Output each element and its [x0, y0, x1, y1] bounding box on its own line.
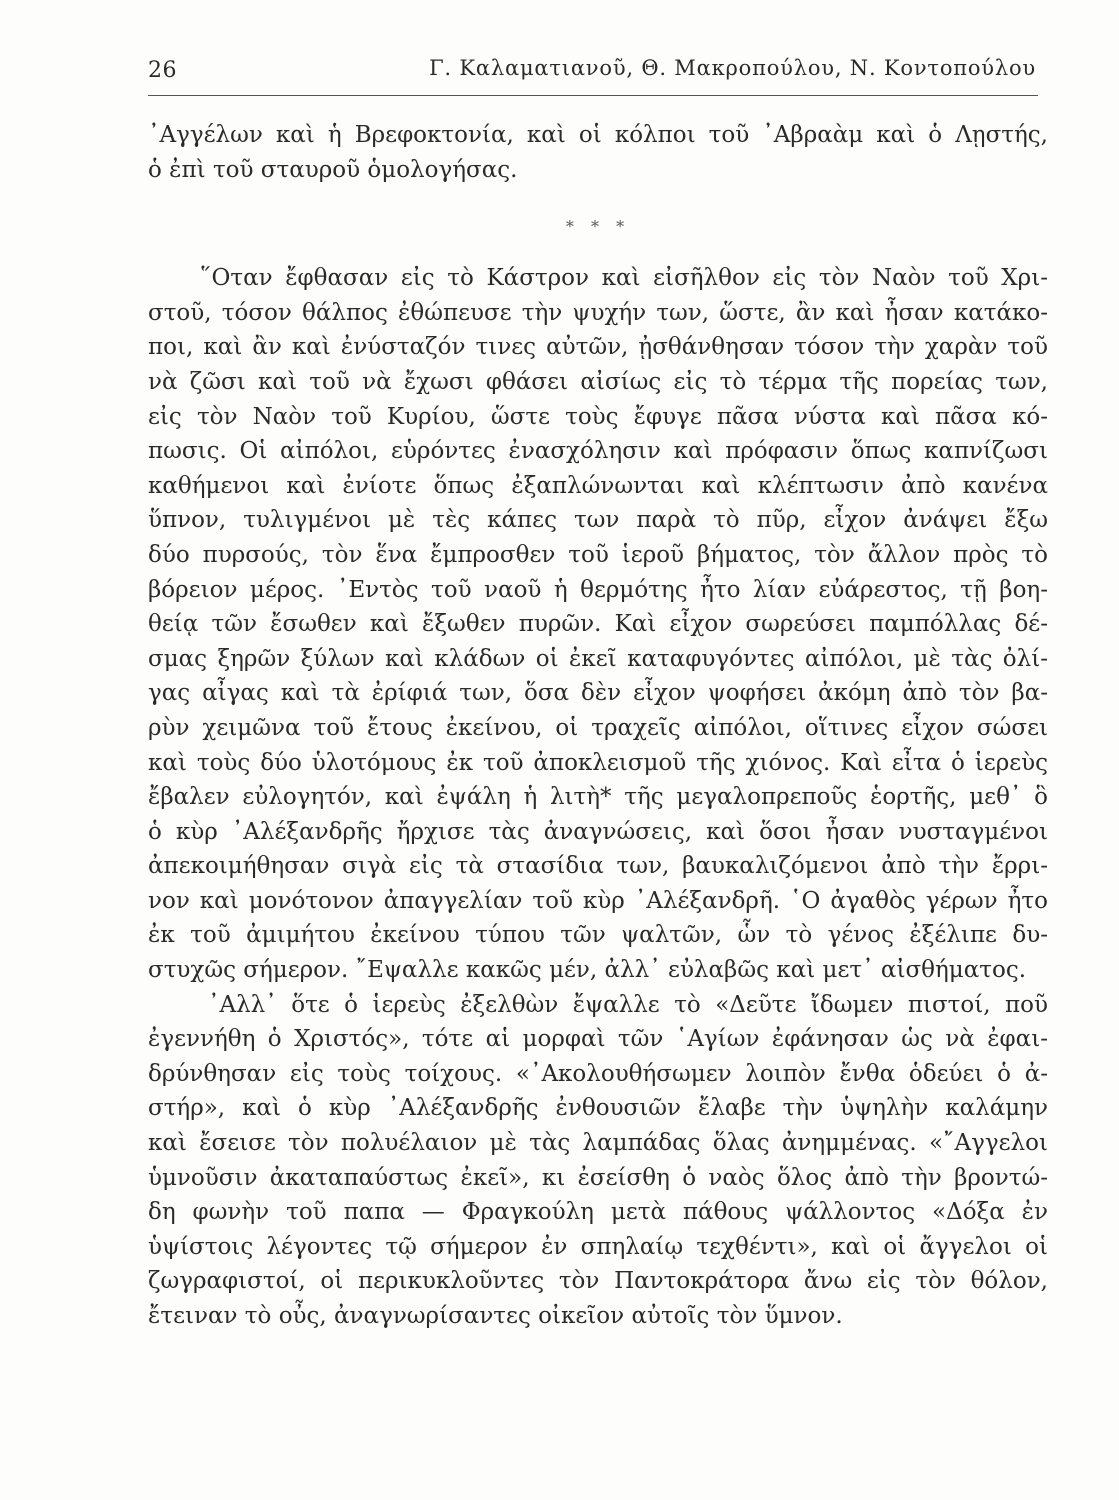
text-line: ζωγραφιστοί, οἱ περικυκλοῦντες τὸν Παντοκράτορα ἄνω εἰς τὸν θόλον,	[148, 1268, 1048, 1295]
text-line: πωσις. Οἱ αἰπόλοι, εὑρόντες ἐνασχόλησιν καὶ πρόφασιν ὅπως καπνίζωσι	[148, 438, 1048, 465]
paragraph	[148, 261, 1048, 987]
text-line: εἰς τὸν Ναὸν τοῦ Κυρίου, ὥστε τοὺς ἔφυγε πᾶσα νύστα καὶ πᾶσα κό-	[148, 403, 1048, 430]
page-header	[148, 52, 1036, 86]
text-line: σμας ξηρῶν ξύλων καὶ κλάδων οἱ ἐκεῖ καταφυγόντες αἰπόλοι, μὲ τὰς ὀλί-	[148, 645, 1048, 672]
text-line: ῞Οταν ἔφθασαν εἰς τὸ Κάστρον καὶ εἰσῆλθον εἰς τὸν Ναὸν τοῦ Χρι-	[200, 265, 1048, 292]
text-line: βόρειον μέρος. ᾿Εντὸς τοῦ ναοῦ ἡ θερμότης ἦτο λίαν εὐάρεστος, τῇ βοη-	[148, 576, 1048, 603]
text-line: ἔτειναν τὸ οὖς, ἀναγνωρίσαντες οἰκεῖον αὐτοῖς τὸν ὕμνον.	[148, 1303, 843, 1329]
text-line: ὑμνοῦσιν ἀκαταπαύστως ἐκεῖ», κι ἐσείσθη ὁ ναὸς ὅλος ἀπὸ τὴν βροντώ-	[148, 1164, 1048, 1191]
text-line: καθήμενοι καὶ ἐνίοτε ὅπως ἐξαπλώνωνται καὶ κλέπτωσιν ἀπὸ κανένα	[148, 472, 1048, 499]
text-line: δη φωνὴν τοῦ παπα — Φραγκούλη μετὰ πάθους ψάλλοντος «Δόξα ἐν	[148, 1199, 1048, 1226]
text-line: δύο πυρσούς, τὸν ἕνα ἔμπροσθεν τοῦ ἱεροῦ βήματος, τὸν ἄλλον πρὸς τὸ	[148, 541, 1048, 568]
header-rule	[148, 95, 1038, 96]
text-line: ὑψίστοις λέγοντες τῷ σήμερον ἐν σπηλαίῳ τεχθέντι», καὶ οἱ ἄγγελοι οἱ	[148, 1233, 1048, 1260]
text-line: ἐγεννήθη ὁ Χριστός», τότε αἱ μορφαὶ τῶν ῾Αγίων ἐφάνησαν ὡς νὰ ἐφαι-	[148, 1026, 1048, 1053]
paragraph	[148, 988, 1048, 1334]
text-line: ὁ ἐπὶ τοῦ σταυροῦ ὁμολογήσας.	[148, 156, 518, 183]
text-line: ρὺν χειμῶνα τοῦ ἔτους ἐκείνου, οἱ τραχεῖς αἰπόλοι, οἵτινες εἶχον σώσει	[148, 714, 1048, 741]
section-separator: * * *	[565, 217, 631, 237]
text-line: στοῦ, τόσον θάλπος ἐθώπευσε τὴν ψυχήν των, ὥστε, ἂν καὶ ἦσαν κατάκο-	[148, 299, 1048, 326]
text-line: νὰ ζῶσι καὶ τοῦ νὰ ἔχωσι φθάσει αἰσίως εἰς τὸ τέρμα τῆς πορείας των,	[148, 368, 1048, 395]
text-line: στυχῶς σήμερον. ῎Εψαλλε κακῶς μέν, ἀλλ᾿ εὐλαβῶς καὶ μετ᾿ αἰσθήματος.	[148, 957, 1027, 984]
page-body	[148, 118, 1048, 1334]
text-line: καὶ τοὺς δύο ὑλοτόμους ἐκ τοῦ ἀποκλεισμοῦ τῆς χιόνος. Καὶ εἶτα ὁ ἱερεὺς	[148, 749, 1048, 776]
text-line: ἔβαλεν εὐλογητόν, καὶ ἐψάλη ἡ λιτὴ* τῆς μεγαλοπρεποῦς ἑορτῆς, μεθ᾿ ὃ	[148, 784, 1048, 811]
text-line: γας αἶγας καὶ τὰ ἐρίφιά των, ὅσα δὲν εἶχον ψοφήσει ἀκόμη ἀπὸ τὸν βα-	[148, 680, 1048, 707]
text-line: ἐκ τοῦ ἀμιμήτου ἐκείνου τύπου τῶν ψαλτῶν, ὧν τὸ γένος ἐξέλιπε δυ-	[148, 922, 1048, 949]
text-line: νον καὶ μονότονον ἀπαγγελίαν τοῦ κὺρ ᾿Αλέξανδρῆ. ῾Ο ἀγαθὸς γέρων ἦτο	[148, 887, 1048, 914]
text-line: ᾿Αγγέλων καὶ ἡ Βρεφοκτονία, καὶ οἱ κόλποι τοῦ ᾿Αβραὰμ καὶ ὁ Λῃστής,	[148, 122, 1048, 148]
text-line: στήρ», καὶ ὁ κὺρ ᾿Αλέξανδρῆς ἐνθουσιῶν ἔλαβε τὴν ὑψηλὴν καλάμην	[148, 1095, 1048, 1122]
page-number: 26	[148, 58, 177, 83]
text-line: ποι, καὶ ἂν καὶ ἐνύσταζόν τινες αὐτῶν, ᾐσθάνθησαν τόσον τὴν χαρὰν τοῦ	[148, 334, 1048, 361]
running-title: Γ. Καλαματιανοῦ, Θ. Μακροπούλου, Ν. Κοντοπούλου	[429, 56, 1036, 80]
paragraph-continued	[148, 118, 1048, 187]
text-line: δρύνθησαν εἰς τοὺς τοίχους. «᾿Ακολουθήσωμεν λοιπὸν ἔνθα ὁδεύει ὁ ἀ-	[148, 1060, 1048, 1087]
text-line: θείᾳ τῶν ἔσωθεν καὶ ἔξωθεν πυρῶν. Καὶ εἶχον σωρεύσει παμπόλλας δέ-	[148, 611, 1048, 638]
text-line: καὶ ἔσεισε τὸν πολυέλαιον μὲ τὰς λαμπάδας ὅλας ἀνημμένας. «῎Αγγελοι	[148, 1130, 1048, 1157]
text-line: ὕπνον, τυλιγμένοι μὲ τὲς κάπες των παρὰ τὸ πῦρ, εἶχον ἀνάψει ἔξω	[148, 507, 1048, 534]
text-line: ὁ κὺρ ᾿Αλέξανδρῆς ἤρχισε τὰς ἀναγνώσεις, καὶ ὅσοι ἦσαν νυσταγμένοι	[148, 818, 1048, 845]
text-line: ᾿Αλλ᾿ ὅτε ὁ ἱερεὺς ἐξελθὼν ἔψαλλε τὸ «Δεῦτε ἴδωμεν πιστοί, ποῦ	[208, 991, 1048, 1018]
text-line: ἀπεκοιμήθησαν σιγὰ εἰς τὰ στασίδια των, βαυκαλιζόμενοι ἀπὸ τὴν ἔρρι-	[148, 853, 1048, 880]
